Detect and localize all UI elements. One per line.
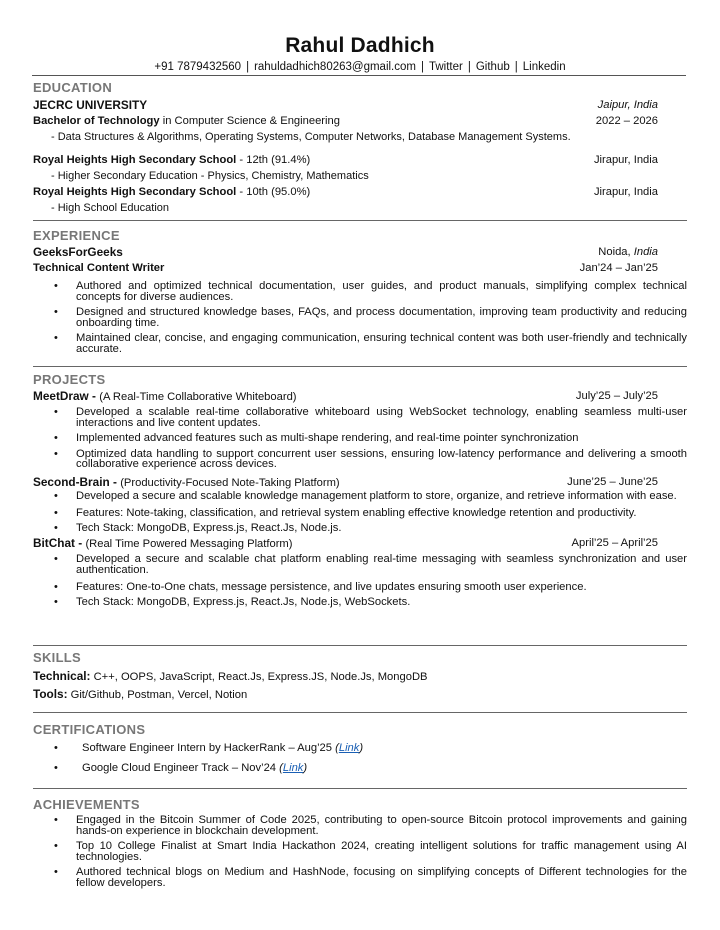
separator: |	[420, 61, 424, 73]
list-item	[33, 741, 687, 755]
degree-field: in Computer Science & Engineering	[159, 115, 340, 127]
cert-link[interactable]: Link	[282, 762, 304, 774]
list-item: • Designed and structured knowledge bases, FAQs, and process documentation, improving team productivity and reducing onboarding time.	[33, 307, 687, 328]
cert-paren: )	[359, 742, 364, 754]
project-bullets	[33, 407, 687, 470]
school10-row	[33, 185, 687, 199]
certifications-list	[33, 741, 687, 775]
project-desc: (A Real-Time Collaborative Whiteboard)	[99, 391, 297, 403]
degree-name: Bachelor of Technology	[33, 115, 160, 127]
cert-paren: (	[279, 762, 283, 774]
role-dates: Jan’24 – Jan’25	[579, 262, 658, 274]
university-row	[33, 98, 687, 112]
school12-sub: - Higher Secondary Education - Physics, Chemistry, Mathematics	[51, 170, 369, 182]
section-title: PROJECTS	[33, 372, 106, 387]
degree-years: 2022 – 2026	[595, 115, 658, 127]
cert-link[interactable]: Link	[338, 742, 360, 754]
list-item: • Developed a secure and scalable knowledge management platform to store, organize, and retrieve information with ease.	[33, 491, 687, 502]
tools-label: Tools:	[33, 687, 68, 701]
section-rule	[33, 220, 687, 221]
list-item: • Top 10 College Finalist at Smart India Hackathon 2024, creating intelligent solutions for traffic management using AI technologies.	[33, 841, 687, 862]
section-rule	[33, 366, 687, 367]
company-country: India	[633, 246, 658, 258]
section-rule	[33, 712, 687, 713]
certifications-section	[33, 722, 687, 776]
school10-sub: - High School Education	[51, 202, 170, 214]
coursework: - Data Structures & Algorithms, Operating Systems, Computer Networks, Database Management Systems.	[51, 131, 571, 143]
separator: |	[246, 61, 250, 73]
list-item: • Tech Stack: MongoDB, Express.js, React.Js, Node.js.	[33, 521, 687, 535]
school-name: Royal Heights High Secondary School	[33, 186, 237, 198]
achievements-section	[33, 797, 687, 893]
phone: +91 7879432560	[154, 61, 242, 73]
tools-row	[33, 687, 687, 701]
github-link[interactable]: Github	[475, 61, 510, 73]
skills-section	[33, 650, 687, 701]
experience-section	[33, 228, 687, 359]
company-city: Noida,	[598, 246, 634, 258]
company-name: GeeksForGeeks	[33, 245, 123, 259]
experience-bullets	[33, 281, 687, 354]
section-title: ACHIEVEMENTS	[33, 797, 140, 812]
school-name: Royal Heights High Secondary School	[33, 154, 237, 166]
project-desc: (Productivity-Focused Note-Taking Platform)	[120, 476, 340, 489]
list-item: • Engaged in the Bitcoin Summer of Code 2025, contributing to open-source Bitcoin protocol improvements and gaining hands-on experience in blockchain development.	[33, 815, 687, 836]
project-name: MeetDraw -	[33, 389, 100, 403]
header-rule	[32, 75, 686, 76]
contact-line	[0, 61, 720, 73]
list-item	[33, 761, 687, 775]
role-title: Technical Content Writer	[33, 262, 165, 274]
list-item: • Maintained clear, concise, and engaging communication, ensuring technical content was both user-friendly and technically accurate.	[33, 333, 687, 354]
project-desc: (Real Time Powered Messaging Platform)	[85, 538, 293, 550]
school-location: Jirapur, India	[593, 154, 658, 166]
linkedin-link[interactable]: Linkedin	[522, 61, 566, 73]
technical-label: Technical:	[33, 669, 91, 683]
section-title: EXPERIENCE	[33, 228, 120, 243]
list-item: • Optimized data handling to support concurrent user sessions, ensuring low-latency performance and delivering a smooth collaborative experience across devices.	[33, 449, 687, 470]
school12-row	[33, 153, 687, 167]
project-dates: July’25 – July’25	[575, 390, 658, 402]
cert-text: Software Engineer Intern by HackerRank – Aug’25	[82, 742, 336, 754]
project-row	[33, 475, 687, 489]
degree-row	[33, 114, 687, 128]
section-title: EDUCATION	[33, 80, 113, 95]
company-location	[598, 245, 658, 259]
separator: |	[514, 61, 518, 73]
technical-skills: C++, OOPS, JavaScript, React.Js, Express.JS, Node.Js, MongoDB	[90, 671, 428, 683]
list-item: • Tech Stack: MongoDB, Express.js, React.Js, Node.js, WebSockets.	[33, 595, 687, 609]
cert-paren: (	[335, 742, 339, 754]
project-name: Second-Brain -	[33, 474, 121, 489]
project-name: BitChat -	[33, 536, 86, 550]
company-row	[33, 245, 687, 259]
section-title: SKILLS	[33, 650, 82, 665]
email-link[interactable]: rahuldadhich80263@gmail.com	[254, 61, 416, 73]
twitter-link[interactable]: Twitter	[428, 61, 463, 73]
university-name: JECRC UNIVERSITY	[33, 98, 148, 112]
project-row	[33, 536, 687, 550]
education-section	[33, 80, 687, 215]
cert-paren: )	[303, 762, 308, 774]
project-bullets	[33, 491, 687, 536]
technical-skills-row	[33, 669, 687, 683]
section-rule	[33, 645, 687, 646]
school-detail: - 10th (95.0%)	[236, 186, 311, 198]
list-item: • Authored technical blogs on Medium and HashNode, focusing on simplifying concepts of Different technologies for the fellow developers.	[33, 867, 687, 888]
separator: |	[467, 61, 471, 73]
role-row	[33, 261, 687, 275]
tools-list: Git/Github, Postman, Vercel, Notion	[67, 689, 248, 701]
school-location: Jirapur, India	[593, 186, 658, 198]
list-item: • Developed a secure and scalable chat platform enabling real-time messaging with seamless synchronization and user authentication.	[33, 554, 687, 575]
list-item: • Developed a scalable real-time collaborative whiteboard using WebSocket technology, enabling seamless multi-user interactions and live content updates.	[33, 407, 687, 428]
school-detail: - 12th (91.4%)	[236, 154, 311, 166]
achievements-list	[33, 815, 687, 888]
section-rule	[33, 788, 687, 789]
university-location: Jaipur, India	[597, 99, 658, 111]
list-item: • Features: One-to-One chats, message persistence, and live updates ensuring smooth user experience.	[33, 580, 687, 594]
candidate-name: Rahul Dadhich	[285, 34, 435, 57]
list-item: • Authored and optimized technical documentation, user guides, and product manuals, simplifying complex technical concepts for diverse audiences.	[33, 281, 687, 302]
projects-section	[33, 372, 687, 610]
project-dates: June’25 – June’25	[567, 475, 658, 488]
list-item: • Features: Note-taking, classification, and retrieval system enabling effective knowledge retention and productivity.	[33, 506, 687, 520]
project-dates: April’25 – April’25	[571, 537, 658, 549]
cert-text: Google Cloud Engineer Track – Nov’24	[82, 762, 280, 774]
project-row	[33, 389, 687, 403]
section-title: CERTIFICATIONS	[33, 722, 146, 737]
list-item: • Implemented advanced features such as multi-shape rendering, and real-time pointer synchronization	[33, 433, 687, 444]
project-bullets	[33, 554, 687, 609]
